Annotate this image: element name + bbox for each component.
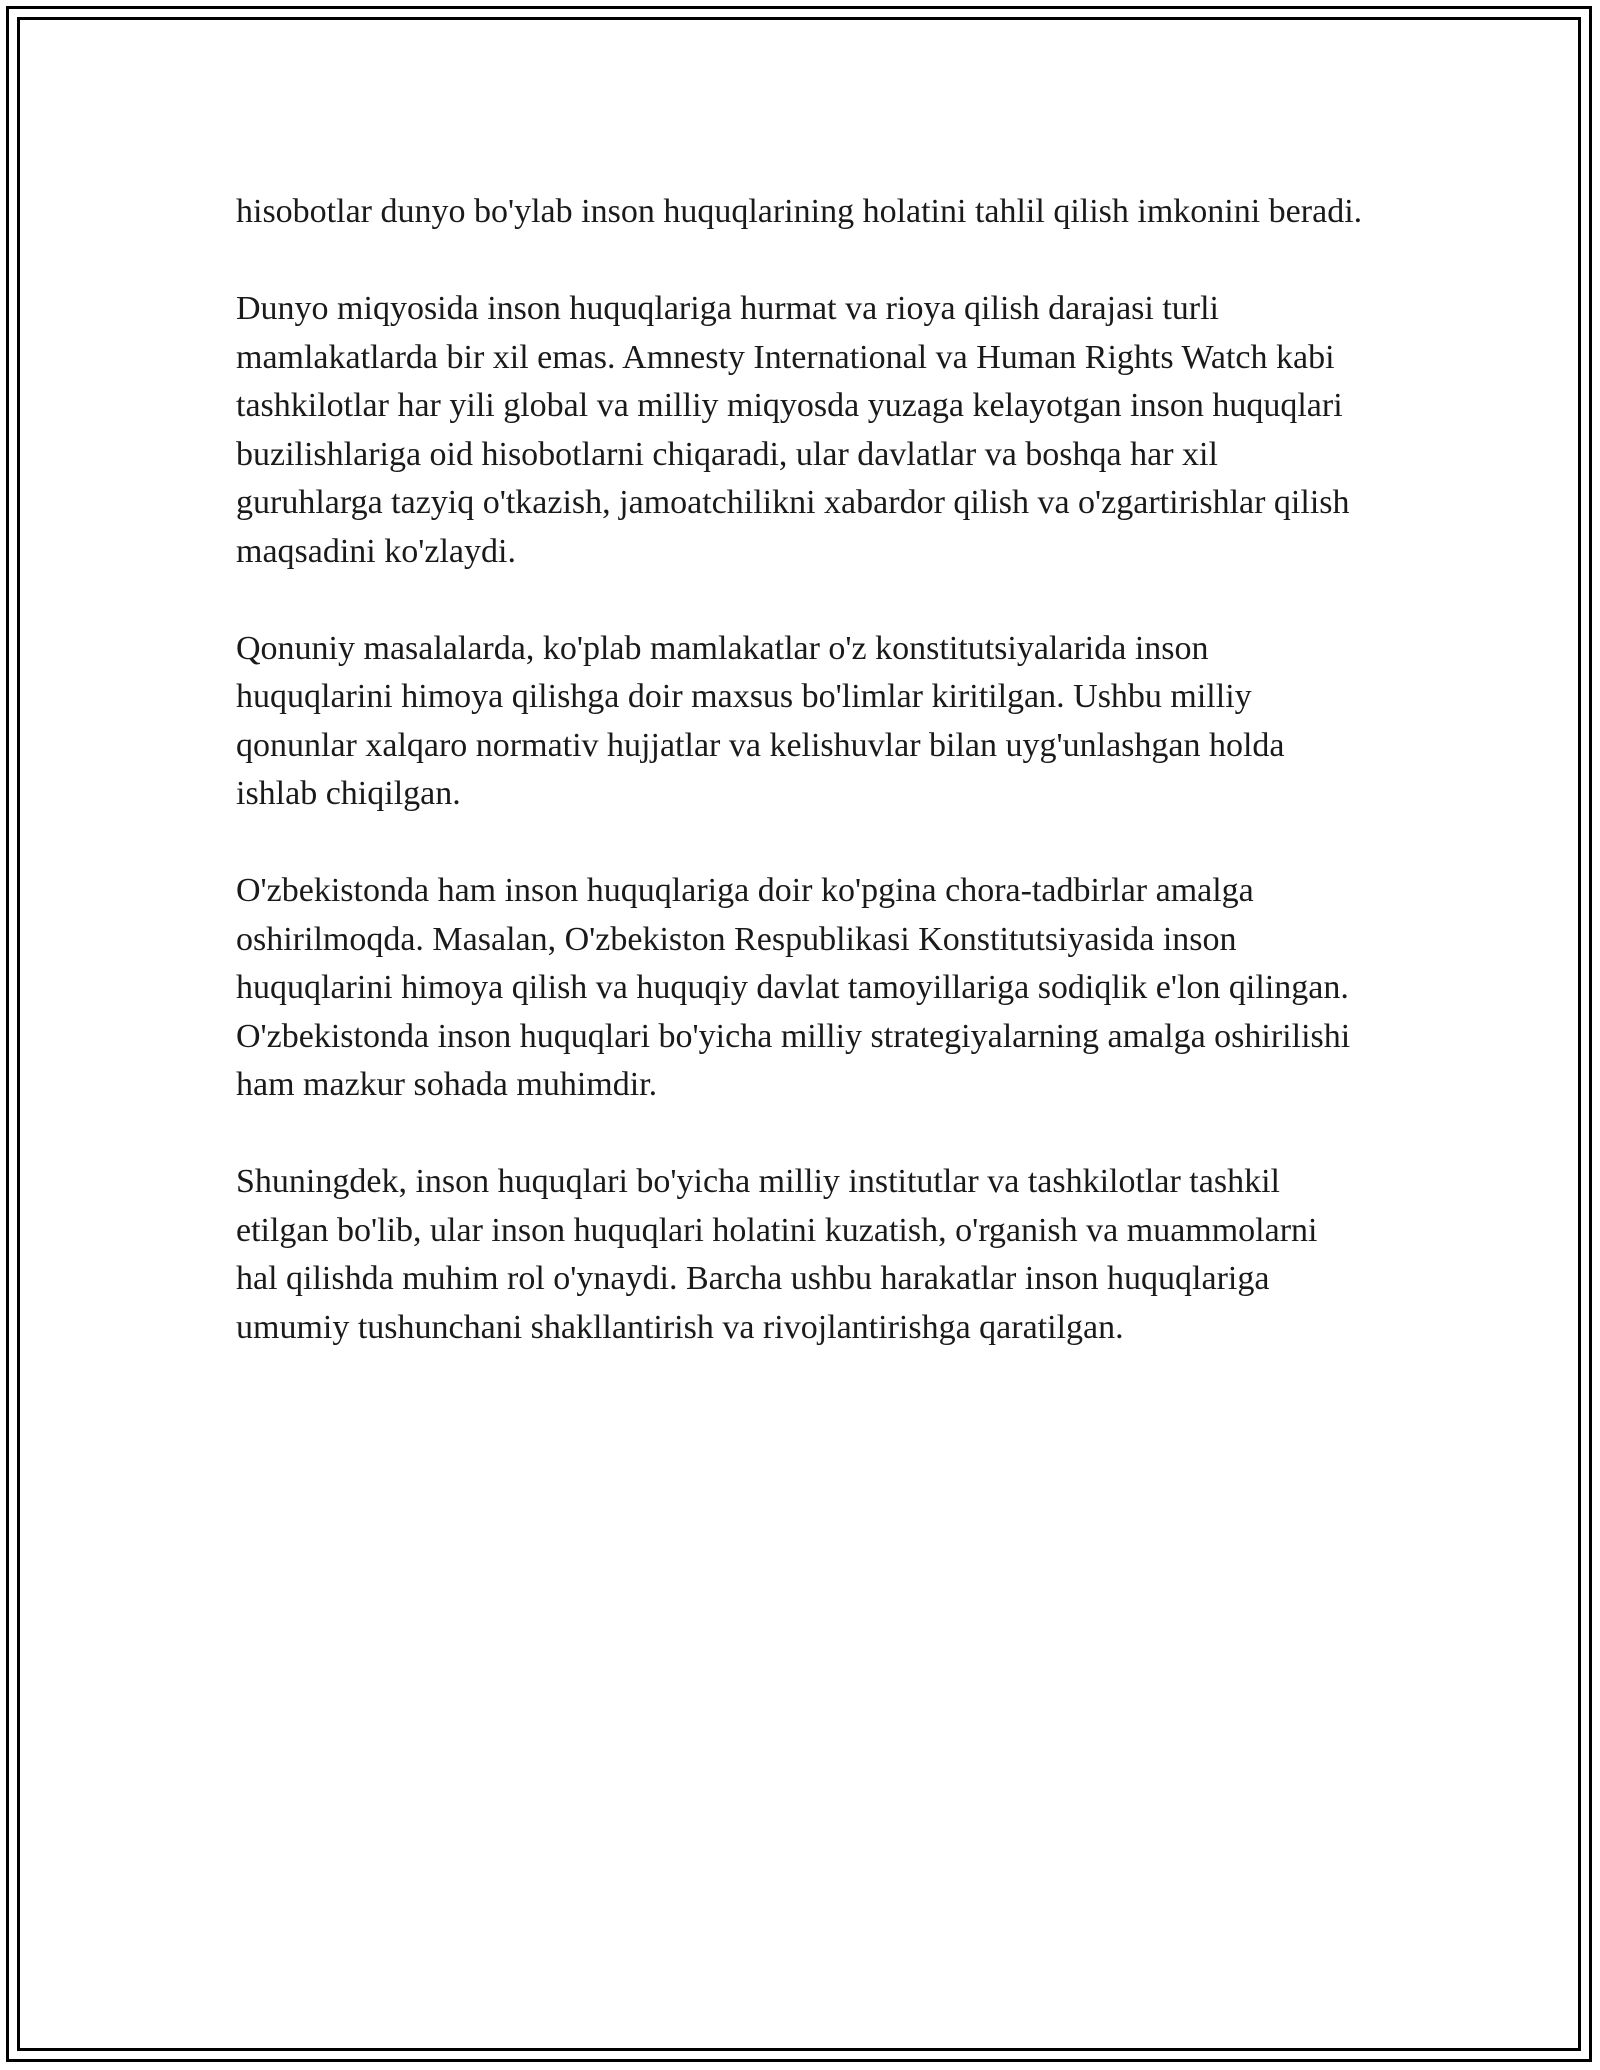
paragraph-2: Dunyo miqyosida inson huquqlariga hurmat va rioya qilish darajasi turli mamlakatlarda bir xil emas. Amnesty International va Human Rights Watch kabi tashkilotlar har yili global va milliy miqyosda yuzaga kelayotgan inson huquqlari buzilishlariga oid hisobotlarni chiqaradi, ular davlatlar va boshqa har xil guruhlarga tazyiq o'tkazish, jamoatchilikni xabardor qilish va o'zgartirishlar qilish maqsadini ko'zlaydi. bbox=[236, 290, 1350, 570]
paragraph-4: O'zbekistonda ham inson huquqlariga doir ko'pgina chora-tadbirlar amalga oshirilmoqda. Masalan, O'zbekiston Respublikasi Konstitutsiyasida inson huquqlarini himoya qilish va huquqiy davlat tamoyillariga sodiqlik e'lon qilingan. O'zbekistonda inson huquqlari bo'yicha milliy strategiyalarning amalga oshirilishi ham mazkur sohada muhimdir. bbox=[236, 872, 1351, 1103]
document-body bbox=[236, 188, 1366, 1401]
paragraph-3: Qonuniy masalalarda, ko'plab mamlakatlar o'z konstitutsiyalarida inson huquqlarini himoya qilishga doir maxsus bo'limlar kiritilgan. Ushbu milliy qonunlar xalqaro normativ hujjatlar va kelishuvlar bilan uyg'unlashgan holda ishlab chiqilgan. bbox=[236, 629, 1285, 812]
paragraph-1: hisobotlar dunyo bo'ylab inson huquqlarining holatini tahlil qilish imkonini beradi. bbox=[236, 193, 1363, 230]
paragraph-5: Shuningdek, inson huquqlari bo'yicha milliy institutlar va tashkilotlar tashkil etilgan bo'lib, ular inson huquqlari holatini kuzatish, o'rganish va muammolarni hal qilishda muhim rol o'ynaydi. Barcha ushbu harakatlar inson huquqlariga umumiy tushunchani shakllantirish va rivojlantirishga qaratilgan. bbox=[236, 1163, 1318, 1346]
